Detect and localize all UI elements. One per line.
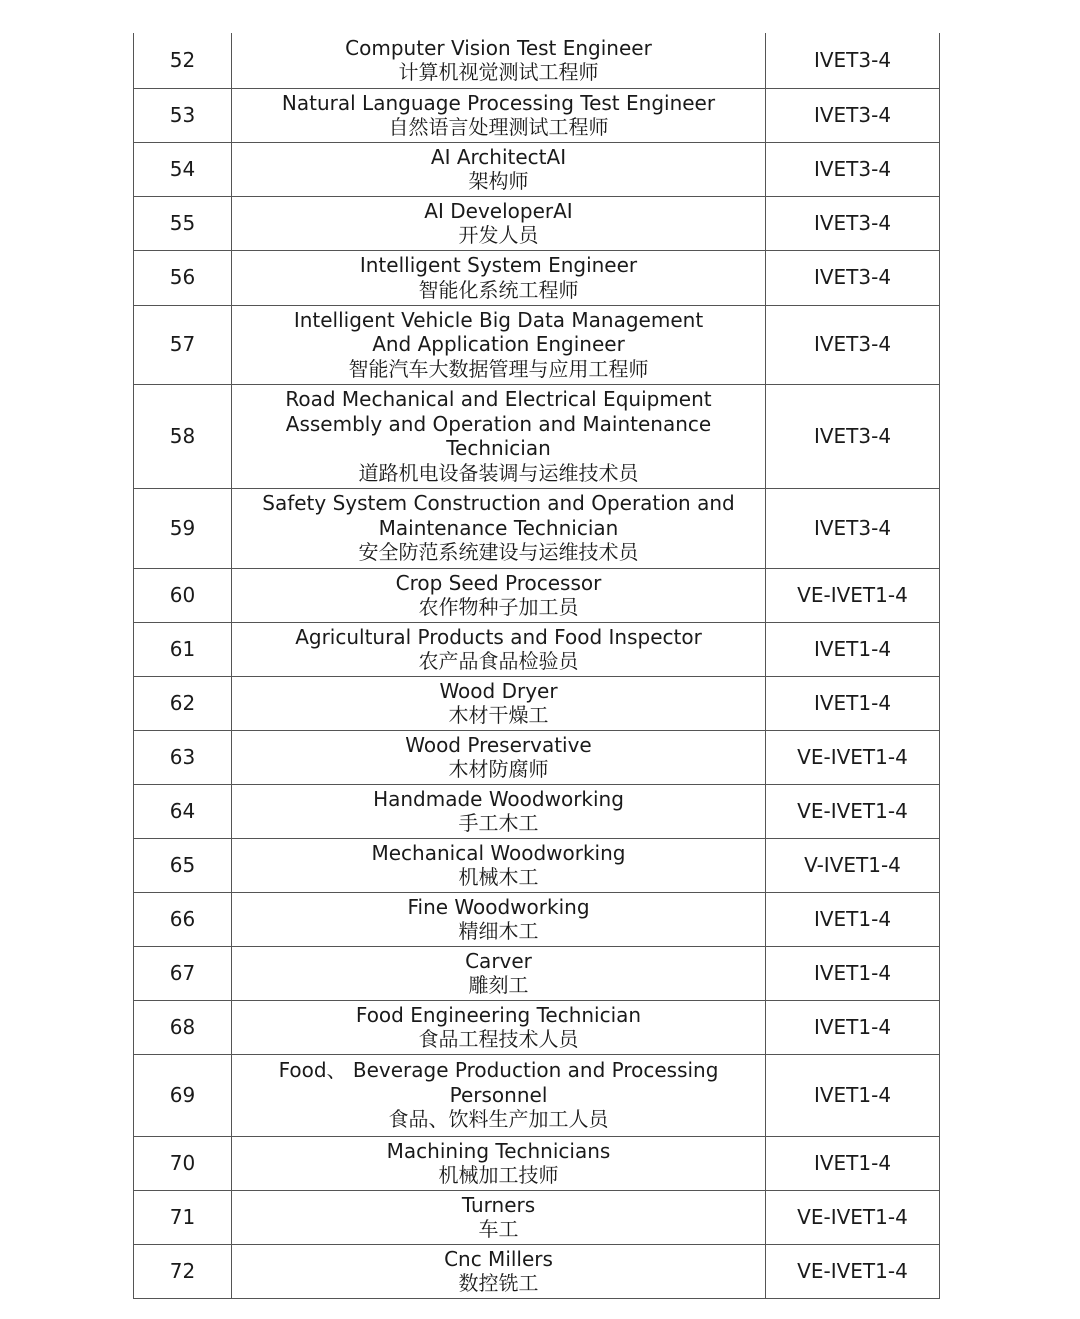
occupation-name	[232, 784, 766, 838]
occupation-name-zh: 木材防腐师	[448, 757, 549, 781]
qualification-level: IVET1-4	[766, 676, 940, 730]
qualification-level: IVET1-4	[766, 622, 940, 676]
qualification-level: IVET3-4	[766, 88, 940, 142]
occupation-name-en: Wood Dryer	[439, 678, 558, 703]
row-number: 57	[134, 305, 232, 384]
row-number: 72	[134, 1244, 232, 1298]
table-row	[134, 730, 940, 784]
occupation-name-zh: 智能汽车大数据管理与应用工程师	[348, 356, 649, 381]
qualification-level: IVET1-4	[766, 1000, 940, 1054]
qualification-level: IVET3-4	[766, 488, 940, 568]
occupation-name	[232, 622, 766, 676]
occupation-name-zh: 机械加工技师	[438, 1163, 559, 1187]
row-number: 53	[134, 88, 232, 142]
occupation-name-en: Crop Seed Processor	[395, 570, 602, 595]
occupation-name-en: Handmade Woodworking	[373, 786, 624, 811]
occupation-name-zh: 雕刻工	[468, 973, 529, 997]
table-row	[134, 1190, 940, 1244]
row-number: 56	[134, 250, 232, 305]
occupation-name-en: Food、 Beverage Production and Processing Personnel	[278, 1058, 725, 1107]
table-row	[134, 33, 940, 88]
occupation-name-zh: 智能化系统工程师	[418, 277, 579, 302]
occupation-name-en: Mechanical Woodworking	[371, 840, 626, 865]
row-number: 63	[134, 730, 232, 784]
occupation-name	[232, 676, 766, 730]
qualification-level: IVET3-4	[766, 33, 940, 88]
occupation-name-en: Turners	[461, 1192, 536, 1217]
row-number: 69	[134, 1054, 232, 1136]
qualification-level: IVET1-4	[766, 1136, 940, 1190]
row-number: 60	[134, 568, 232, 622]
table-row	[134, 892, 940, 946]
occupation-name-zh: 农作物种子加工员	[418, 595, 579, 619]
occupation-name	[232, 1190, 766, 1244]
occupation-name-en: Cnc Millers	[444, 1246, 553, 1271]
occupation-name-zh: 食品工程技术人员	[418, 1027, 579, 1051]
occupation-name	[232, 196, 766, 250]
occupation-name-zh: 木材干燥工	[448, 703, 549, 727]
table-row	[134, 1054, 940, 1136]
occupation-name	[232, 1000, 766, 1054]
occupation-name-en: Intelligent Vehicle Big Data Management And Application Engineer	[293, 307, 710, 357]
occupation-name-en: Agricultural Products and Food Inspector	[295, 624, 702, 649]
table-row	[134, 946, 940, 1000]
qualification-level: IVET3-4	[766, 142, 940, 196]
occupation-name-en: Safety System Construction and Operation and Maintenance Technician	[262, 491, 742, 540]
occupation-name-zh: 机械木工	[458, 865, 539, 889]
occupation-name-zh: 食品、饮料生产加工人员	[388, 1107, 609, 1132]
qualification-level: IVET3-4	[766, 250, 940, 305]
qualification-level: VE-IVET1-4	[766, 1190, 940, 1244]
occupation-name-zh: 安全防范系统建设与运维技术员	[358, 540, 639, 565]
occupation-name	[232, 488, 766, 568]
qualification-level: V-IVET1-4	[766, 838, 940, 892]
qualification-level: IVET3-4	[766, 305, 940, 384]
table-row	[134, 1244, 940, 1298]
occupation-table-wrapper	[133, 33, 939, 1299]
occupation-name-zh: 开发人员	[458, 223, 539, 247]
qualification-level: IVET1-4	[766, 892, 940, 946]
occupation-name	[232, 88, 766, 142]
occupation-name-zh: 自然语言处理测试工程师	[388, 115, 609, 139]
occupation-name-en: AI ArchitectAI	[430, 144, 567, 169]
table-row	[134, 250, 940, 305]
occupation-name-en: Computer Vision Test Engineer	[345, 35, 652, 60]
qualification-level: VE-IVET1-4	[766, 1244, 940, 1298]
row-number: 68	[134, 1000, 232, 1054]
occupation-name-en: Intelligent System Engineer	[359, 253, 638, 277]
occupation-name	[232, 305, 766, 384]
row-number: 52	[134, 33, 232, 88]
table-row	[134, 88, 940, 142]
table-row	[134, 1136, 940, 1190]
occupation-name	[232, 838, 766, 892]
table-row	[134, 838, 940, 892]
occupation-name-en: Wood Preservative	[405, 732, 592, 757]
qualification-level: IVET1-4	[766, 1054, 940, 1136]
occupation-name	[232, 946, 766, 1000]
occupation-name	[232, 568, 766, 622]
table-row	[134, 676, 940, 730]
occupation-name-zh: 架构师	[468, 169, 529, 193]
table-row	[134, 568, 940, 622]
qualification-level: IVET1-4	[766, 946, 940, 1000]
table-row	[134, 142, 940, 196]
occupation-name-en: Road Mechanical and Electrical Equipment Assembly and Operation and Maintenance Technician	[285, 387, 718, 460]
occupation-name-en: AI DeveloperAI	[424, 198, 573, 223]
table-row	[134, 1000, 940, 1054]
row-number: 64	[134, 784, 232, 838]
occupation-name	[232, 33, 766, 88]
occupation-name-en: Carver	[465, 948, 532, 973]
row-number: 55	[134, 196, 232, 250]
row-number: 58	[134, 384, 232, 488]
occupation-name	[232, 384, 766, 488]
row-number: 65	[134, 838, 232, 892]
row-number: 66	[134, 892, 232, 946]
row-number: 70	[134, 1136, 232, 1190]
occupation-name	[232, 250, 766, 305]
occupation-name	[232, 1136, 766, 1190]
table-row	[134, 384, 940, 488]
table-row	[134, 488, 940, 568]
occupation-name	[232, 142, 766, 196]
occupation-name	[232, 730, 766, 784]
occupation-table-body	[134, 33, 940, 1298]
occupation-name-zh: 数控铣工	[458, 1271, 539, 1295]
occupation-name-zh: 车工	[478, 1217, 519, 1241]
qualification-level: VE-IVET1-4	[766, 784, 940, 838]
occupation-name-zh: 手工木工	[458, 811, 539, 835]
qualification-level: IVET3-4	[766, 384, 940, 488]
row-number: 62	[134, 676, 232, 730]
occupation-name-zh: 农产品食品检验员	[418, 649, 579, 673]
row-number: 54	[134, 142, 232, 196]
row-number: 67	[134, 946, 232, 1000]
table-row	[134, 622, 940, 676]
row-number: 61	[134, 622, 232, 676]
qualification-level: IVET3-4	[766, 196, 940, 250]
table-row	[134, 305, 940, 384]
occupation-name-en: Machining Technicians	[386, 1138, 611, 1163]
occupation-name	[232, 1054, 766, 1136]
occupation-name-zh: 计算机视觉测试工程师	[398, 60, 599, 85]
occupation-name-en: Natural Language Processing Test Engineer	[281, 90, 716, 115]
qualification-level: VE-IVET1-4	[766, 730, 940, 784]
occupation-name-en: Fine Woodworking	[407, 894, 590, 919]
row-number: 59	[134, 488, 232, 568]
occupation-name	[232, 1244, 766, 1298]
table-row	[134, 784, 940, 838]
qualification-level: VE-IVET1-4	[766, 568, 940, 622]
table-row	[134, 196, 940, 250]
row-number: 71	[134, 1190, 232, 1244]
occupation-name-zh: 道路机电设备装调与运维技术员	[358, 460, 639, 485]
occupation-table	[133, 33, 940, 1299]
occupation-name-en: Food Engineering Technician	[355, 1002, 642, 1027]
occupation-name	[232, 892, 766, 946]
occupation-name-zh: 精细木工	[458, 919, 539, 943]
